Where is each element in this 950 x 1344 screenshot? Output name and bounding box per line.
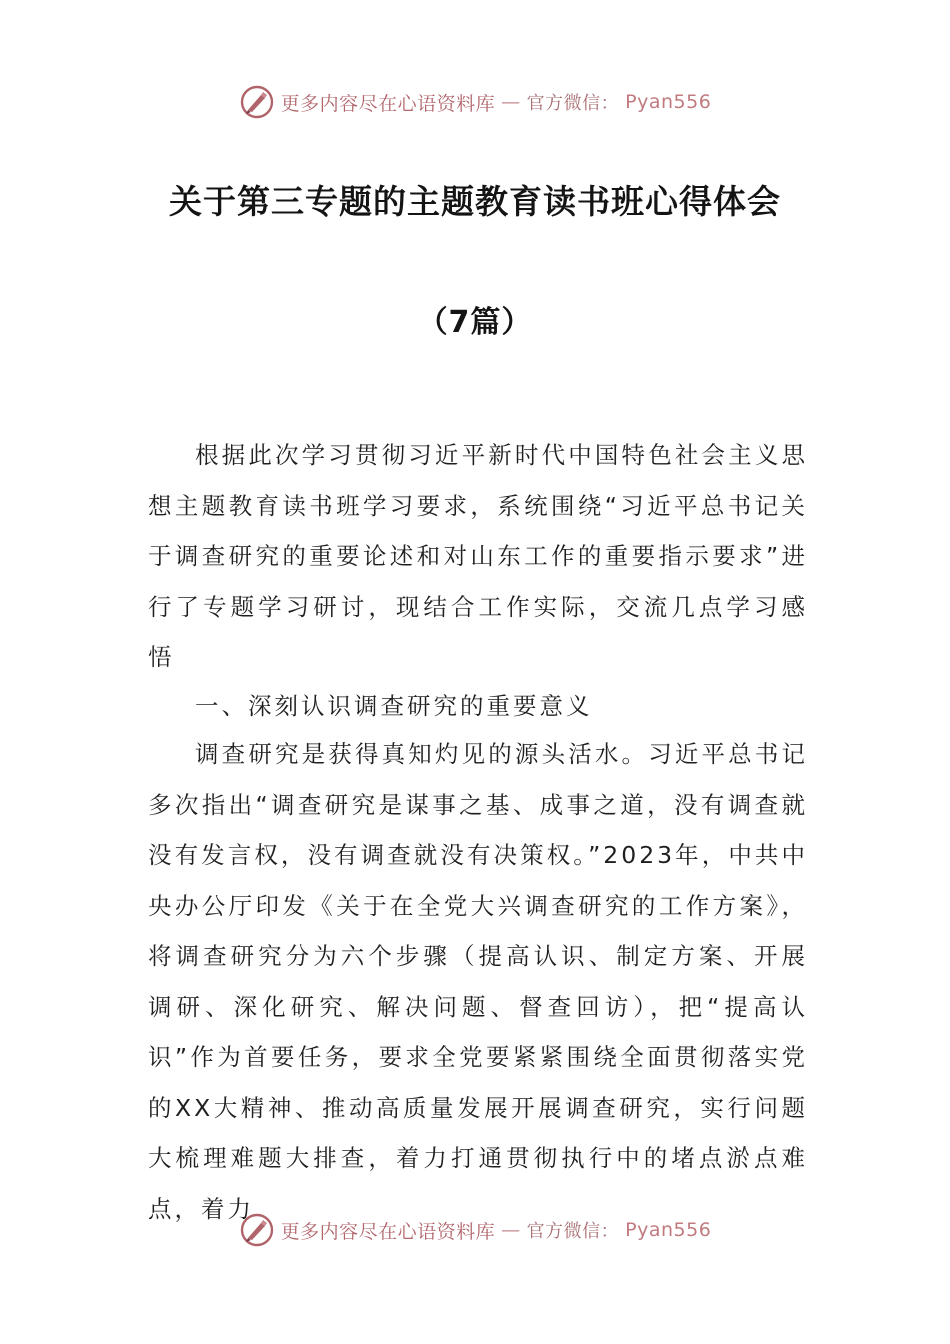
watermark-separator: — — [501, 91, 521, 113]
intro-paragraph-block — [148, 430, 808, 683]
section-heading: 一、深刻认识调查研究的重要意义 — [195, 692, 593, 720]
section-paragraph: 调查研究是获得真知灼见的源头活水。习近平总书记多次指出“调查研究是谋事之基、成事之道，没有调查就没有发言权，没有调查就没有决策权。”2023年，中共中央办公厅印发《关于在全党大兴调查研究的工作方案》，将调查研究分为六个步骤（提高认识、制定方案、开展调研、深化研究、解决问题、督查回访），把“提高认识”作为首要任务，要求全党要紧紧围绕全面贯彻落实党的XX大精神、推动高质量发展开展调查研究，实行问题大梳理难题大排查，着力打通贯彻执行中的堵点淤点难点，着力 — [148, 740, 808, 1223]
intro-paragraph: 根据此次学习贯彻习近平新时代中国特色社会主义思想主题教育读书班学习要求，系统围绕“习近平总书记关于调查研究的重要论述和对山东工作的重要指示要求”进行了专题学习研讨，现结合工作实际，交流几点学习感悟 — [148, 441, 808, 671]
document-title: 关于第三专题的主题教育读书班心得体会 — [169, 182, 781, 221]
document-subtitle: （7篇） — [417, 305, 533, 340]
watermark-footer — [0, 1208, 950, 1252]
pen-logo-icon — [239, 84, 275, 120]
pen-logo-icon — [239, 1212, 275, 1248]
watermark-wechat-id: Pyan556 — [625, 1219, 712, 1241]
watermark-site-text: 更多内容尽在心语资料库 — [280, 1220, 496, 1243]
watermark-separator: — — [501, 1219, 521, 1241]
watermark-header — [0, 80, 950, 124]
watermark-site-text: 更多内容尽在心语资料库 — [280, 92, 496, 115]
watermark-label: 官方微信： — [526, 1221, 620, 1242]
watermark-wechat-id: Pyan556 — [625, 91, 712, 113]
section-paragraph-block — [148, 729, 808, 1234]
watermark-label: 官方微信： — [526, 93, 620, 114]
